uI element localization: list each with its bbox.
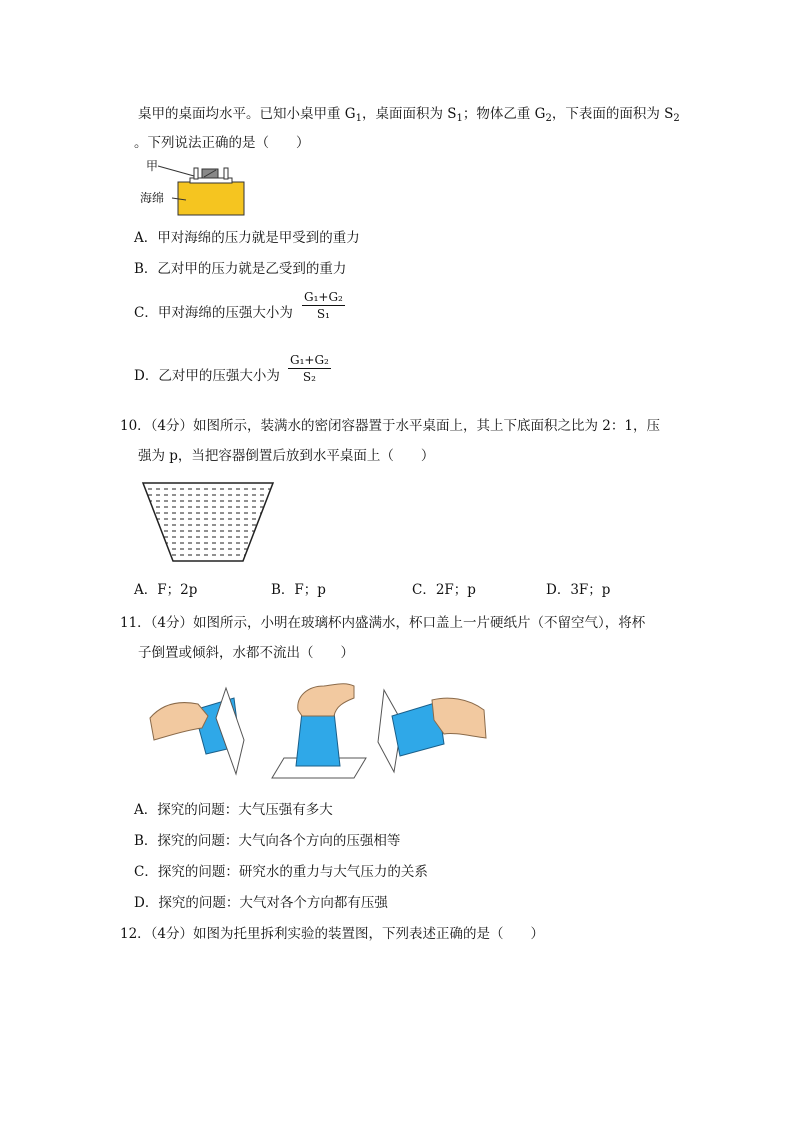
cup-tilted-right [378,690,486,772]
table-leg-right [224,168,228,179]
frac-numerator: G₁+G₂ [304,290,343,304]
q10-stem-line2: 强为 p，当把容器倒置后放到水平桌面上（ ） [138,448,435,464]
sponge-block [178,182,244,215]
frac-denominator: S₁ [316,307,330,321]
leader-jia [158,166,194,176]
q11-option-d: D．探究的问题：大气对各个方向都有压强 [134,895,388,911]
q11-option-c: C．探究的问题：研究水的重力与大气压力的关系 [134,864,428,880]
frac-denominator: S₂ [302,370,316,384]
q11-option-b: B．探究的问题：大气向各个方向的压强相等 [134,833,401,849]
q10-stem-line1: 10．（4分）如图所示，装满水的密闭容器置于水平桌面上，其上下底面积之比为 2：1，压 [120,418,660,434]
q11-option-a: A．探究的问题：大气压强有多大 [134,802,333,818]
q9-option-d: D．乙对甲的压强大小为 [134,368,280,384]
container-water [143,483,273,561]
q11-stem-line1: 11．（4分）如图所示，小明在玻璃杯内盛满水，杯口盖上一片硬纸片（不留空气），将杯 [120,615,646,631]
q10-option-a: A．F；2p [134,582,198,598]
q11-figure-inverted-cups [148,682,488,782]
frac-numerator: G₁+G₂ [290,353,329,367]
q10-option-d: D．3F；p [546,582,611,598]
frac-bar [302,305,345,306]
q10-option-b: B．F；p [271,582,326,598]
q12-stem-line1: 12．（4分）如图为托里拆利实验的装置图，下列表述正确的是（ ） [120,926,545,942]
sub-2: 2 [673,113,680,124]
sub-1: 1 [456,113,463,124]
q9-option-c: C．甲对海绵的压强大小为 [134,305,293,321]
q9-fraction-d [288,353,331,384]
q11-stem-line2: 子倒置或倾斜，水都不流出（ ） [138,645,354,661]
q9-fig-label-jia: 甲 [146,159,159,173]
sub-1: 1 [355,113,362,124]
q9-text-d: ，下表面的面积为 S [551,106,674,122]
q9-option-a: A．甲对海绵的压力就是甲受到的重力 [134,230,360,246]
table-leg-left [194,168,198,179]
q9-option-b: B．乙对甲的压力就是乙受到的重力 [134,261,347,277]
frac-bar [288,368,331,369]
q9-stem-line2: 。下列说法正确的是（ ） [134,135,310,151]
q9-fig-label-sponge: 海绵 [140,191,165,205]
q9-stem-line1 [138,104,680,129]
cup-inverted-middle [272,684,366,778]
q9-fraction-c [302,290,345,321]
q9-text-a: 桌甲的桌面均水平。已知小桌甲重 G [138,106,356,122]
q9-text-c: ；物体乙重 G [462,106,546,122]
sub-2: 2 [545,113,552,124]
cup-tilted-left [150,688,244,774]
q10-figure-trapezoid-container [140,480,276,564]
q9-text-b: ，桌面面积为 S [361,106,457,122]
q10-option-c: C．2F；p [412,582,476,598]
